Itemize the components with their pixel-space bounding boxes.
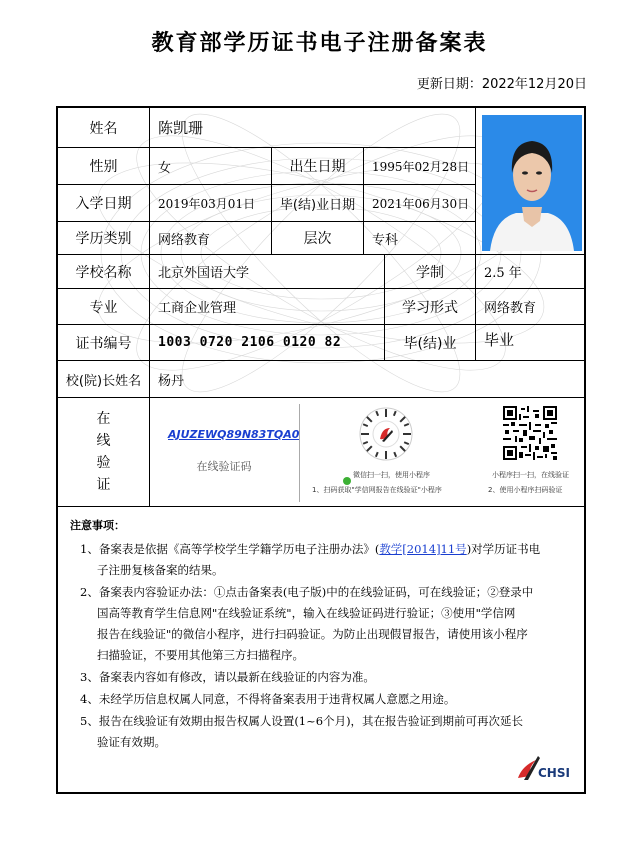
qr-code-icon[interactable] <box>503 406 557 460</box>
level-value: 专科 <box>364 222 476 255</box>
enroll-value: 2019年03月01日 <box>150 185 272 222</box>
president-value: 杨丹 <box>150 361 584 398</box>
student-photo <box>482 115 582 251</box>
verify-code-caption: 在线验证码 <box>196 460 252 473</box>
verify-divider <box>299 404 300 502</box>
note-2-cont-3: 扫描验证，不要用其他第三方扫描程序。 <box>97 648 304 662</box>
cert-value: 1003 0720 2106 0120 82 <box>150 325 385 361</box>
major-value: 工商企业管理 <box>150 289 385 325</box>
name-value: 陈凯珊 <box>150 108 476 148</box>
wechat-miniprogram-code-icon[interactable] <box>358 406 414 462</box>
regulation-link[interactable]: 教学[2014]11号 <box>379 542 467 556</box>
grad-label: 毕(结)业日期 <box>272 185 364 222</box>
verify-step-2: 2、使用小程序扫码验证 <box>488 486 563 494</box>
duration-label: 学制 <box>385 255 476 289</box>
president-label: 校(院)长姓名 <box>58 361 150 398</box>
edu-type-value: 网络教育 <box>150 222 272 255</box>
study-form-value: 网络教育 <box>476 289 584 325</box>
online-verify-label: 在 线 验 证 <box>58 398 150 506</box>
note-1-cont: 子注册复核备案的结果。 <box>97 563 224 577</box>
status-label: 毕(结)业 <box>385 325 476 361</box>
duration-value: 2.5 年 <box>476 255 584 289</box>
qr-caption: 小程序扫一扫，在线验证 <box>492 471 569 479</box>
edu-type-label: 学历类别 <box>58 222 150 255</box>
note-3: 3、备案表内容如有修改，请以最新在线验证的内容为准。 <box>80 670 375 684</box>
note-5: 5、报告在线验证有效期由报告权属人设置(1~6个月)，其在报告验证到期前可再次延长 <box>80 714 524 728</box>
note-4: 4、未经学历信息权属人同意，不得将备案表用于违背权属人意愿之用途。 <box>80 692 456 706</box>
enroll-label: 入学日期 <box>58 185 150 222</box>
notes-title: 注意事项： <box>70 519 125 532</box>
level-label: 层次 <box>272 222 364 255</box>
page-title: 教育部学历证书电子注册备案表 <box>151 31 488 56</box>
status-value: 毕业 <box>476 325 584 361</box>
note-1: 1、备案表是依据《高等学校学生学籍学历电子注册办法》(教学[2014]11号)对学历证书电 <box>80 542 541 556</box>
gender-value: 女 <box>150 148 272 185</box>
note-2: 2、备案表内容验证办法：①点击备案表(电子版)中的在线验证码，可在线验证；②登录中 <box>80 585 534 599</box>
birth-label: 出生日期 <box>272 148 364 185</box>
verify-code-link[interactable]: AJUZEWQ89N83TQA0 <box>168 428 300 441</box>
school-label: 学校名称 <box>58 255 150 289</box>
wechat-caption: 微信扫一扫，使用小程序 <box>353 471 430 479</box>
name-label: 姓名 <box>58 108 150 148</box>
major-label: 专业 <box>58 289 150 325</box>
cert-label: 证书编号 <box>58 325 150 361</box>
note-2-cont-1: 国高等教育学生信息网"在线验证系统"，输入在线验证码进行验证；③使用"学信网 <box>97 606 516 620</box>
school-value: 北京外国语大学 <box>150 255 385 289</box>
note-2-cont-2: 报告在线验证"的微信小程序，进行扫码验证。为防止出现假冒报告，请使用该小程序 <box>97 627 528 641</box>
birth-value: 1995年02月28日 <box>364 148 476 185</box>
notes-divider <box>58 506 584 507</box>
gender-label: 性别 <box>58 148 150 185</box>
chsi-logo-text: CHSI <box>538 766 570 780</box>
grad-value: 2021年06月30日 <box>364 185 476 222</box>
update-date: 更新日期：2022年12月20日 <box>416 77 587 92</box>
note-5-cont: 验证有效期。 <box>97 735 166 749</box>
study-form-label: 学习形式 <box>385 289 476 325</box>
verify-step-1: 1、扫码获取"学信网报告在线验证"小程序 <box>312 486 442 494</box>
